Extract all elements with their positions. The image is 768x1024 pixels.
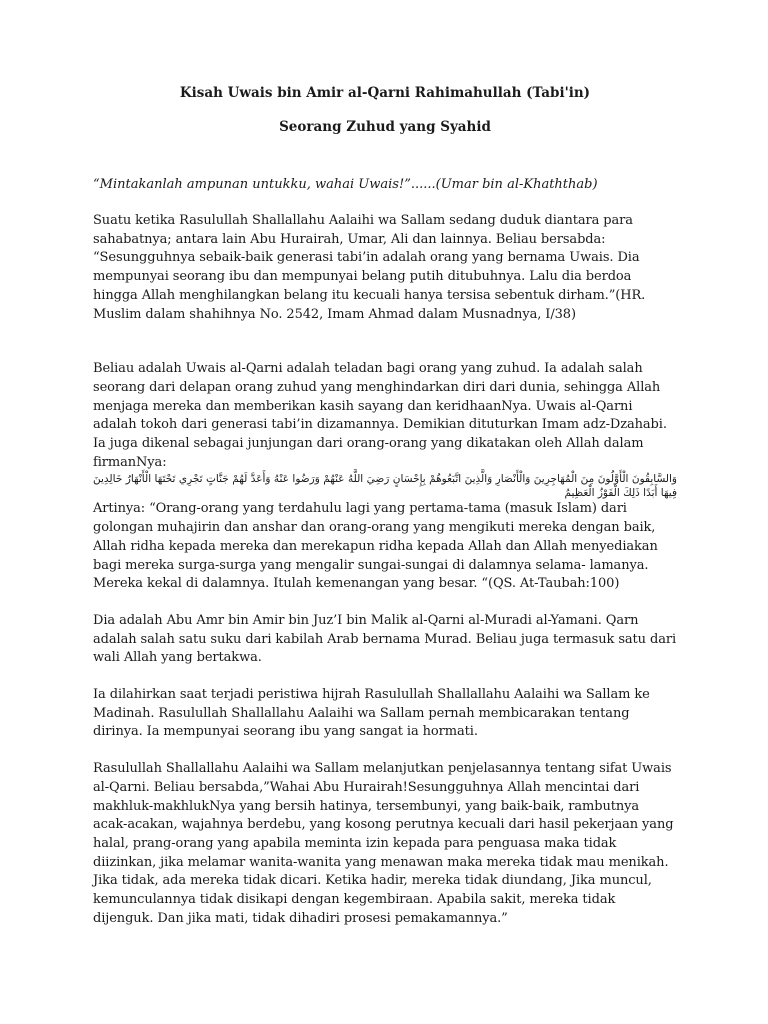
arabic-verse: وَالسَّابِقُونَ الْأَوَّلُونَ مِنَ الْمُهَاجِرِينَ وَالْأَنْصَارِ وَالَّذِينَ اتَّبَعُوهُمْ بِإِحْسَانٍ رَضِيَ اللَّهُ عَنْهُمْ وَرَضُوا عَنْهُ وَأَعَدَّ لَهُمْ جَنَّاتٍ تَجْرِي تَحْتَهَا الْأَنْهَارُ خَالِدِينَ فِيهَا أَبَدًا ذَلِكَ الْفَوْزُ الْعَظِيمُ (93, 473, 677, 500)
opening-quote: “Mintakanlah ampunan untukku, wahai Uwais!”......(Umar bin al-Khaththab) (93, 177, 598, 192)
paragraph-lineage: Dia adalah Abu Amr bin Amir bin Juz’I bin Malik al-Qarni al-Muradi al-Yamani. Qarn adalah salah satu suku dari kabilah Arab bernama Murad. Beliau juga termasuk satu dari wali Allah yang bertakwa. (93, 612, 677, 666)
document-subtitle: Seorang Zuhud yang Syahid (279, 119, 491, 135)
hadith-text: “Sesungguhnya sebaik-baik generasi tabi’in adalah orang yang bernama Uwais. Dia mempunyai seorang ibu dan mempunyai belang putih ditubuhnya. Lalu dia berdoa hingga Allah menghilangkan belang itu kecuali hanya tersisa sebentuk dirham.”(HR. Muslim dalam shahihnya No. 2542, Imam Ahmad dalam Musnadnya, I/38) (93, 250, 646, 322)
document-page (93, 84, 677, 929)
paragraph-intro (93, 212, 677, 324)
paragraph-hadith-description: Rasulullah Shallallahu Aalaihi wa Sallam melanjutkan penjelasannya tentang sifat Uwais al-Qarni. Beliau bersabda,”Wahai Abu Hurairah!Sesungguhnya Allah mencintai dari makhluk-makhlukNya yang bersih hatinya, tersembunyi, yang baik-baik, rambutnya acak-acakan, wajahnya berdebu, yang kosong perutnya kecuali dari hasil pekerjaan yang halal, prang-orang yang apabila meminta izin kepada para penguasa maka tidak diizinkan, jika melamar wanita-wanita yang menawan maka mereka tidak mau menikah. Jika tidak, ada mereka tidak dicari. Ketika hadir, mereka tidak diundang, Jika muncul, kemunculannya tidak disikapi dengan kegembiraan. Apabila sakit, mereka tidak dijenguk. Dan jika mati, tidak dihadiri prosesi pemakamannya.” (93, 761, 674, 926)
paragraph-intro-text: Suatu ketika Rasulullah Shallallahu Aalaihi wa Sallam sedang duduk diantara para sahabatnya; antara lain Abu Hurairah, Umar, Ali dan lainnya. Beliau bersabda: (93, 213, 633, 247)
paragraph-uwais-zuhud: Beliau adalah Uwais al-Qarni adalah teladan bagi orang yang zuhud. Ia adalah salah seorang dari delapan orang zuhud yang menghindarkan diri dari dunia, sehingga Allah menjaga mereka dan memberikan kasih sayang dan keridhaanNya. Uwais al-Qarni adalah tokoh dari generasi tabi’in dizamannya. Demikian dituturkan Imam adz-Dzahabi. Ia juga dikenal sebagai junjungan dari orang-orang yang dikatakan oleh Allah dalam firmanNya: (93, 361, 667, 470)
verse-translation: Artinya: “Orang-orang yang terdahulu lagi yang pertama-tama (masuk Islam) dari golongan muhajirin dan anshar dan orang-orang yang mengikuti mereka dengan baik, Allah ridha kepada mereka dan merekapun ridha kepada Allah dan Allah menyediakan bagi mereka surga-surga yang mengalir sungai-sungai di dalamnya selama- lamanya. Mereka kekal di dalamnya. Itulah kemenangan yang besar. “(QS. At-Taubah:100) (93, 501, 658, 592)
paragraph-birth: Ia dilahirkan saat terjadi peristiwa hijrah Rasulullah Shallallahu Aalaihi wa Sallam ke Madinah. Rasulullah Shallallahu Aalaihi wa Sallam pernah membicarakan tentang dirinya. Ia mempunyai seorang ibu yang sangat ia hormati. (93, 687, 650, 740)
document-title: Kisah Uwais bin Amir al-Qarni Rahimahullah (Tabi'in) (179, 85, 591, 101)
